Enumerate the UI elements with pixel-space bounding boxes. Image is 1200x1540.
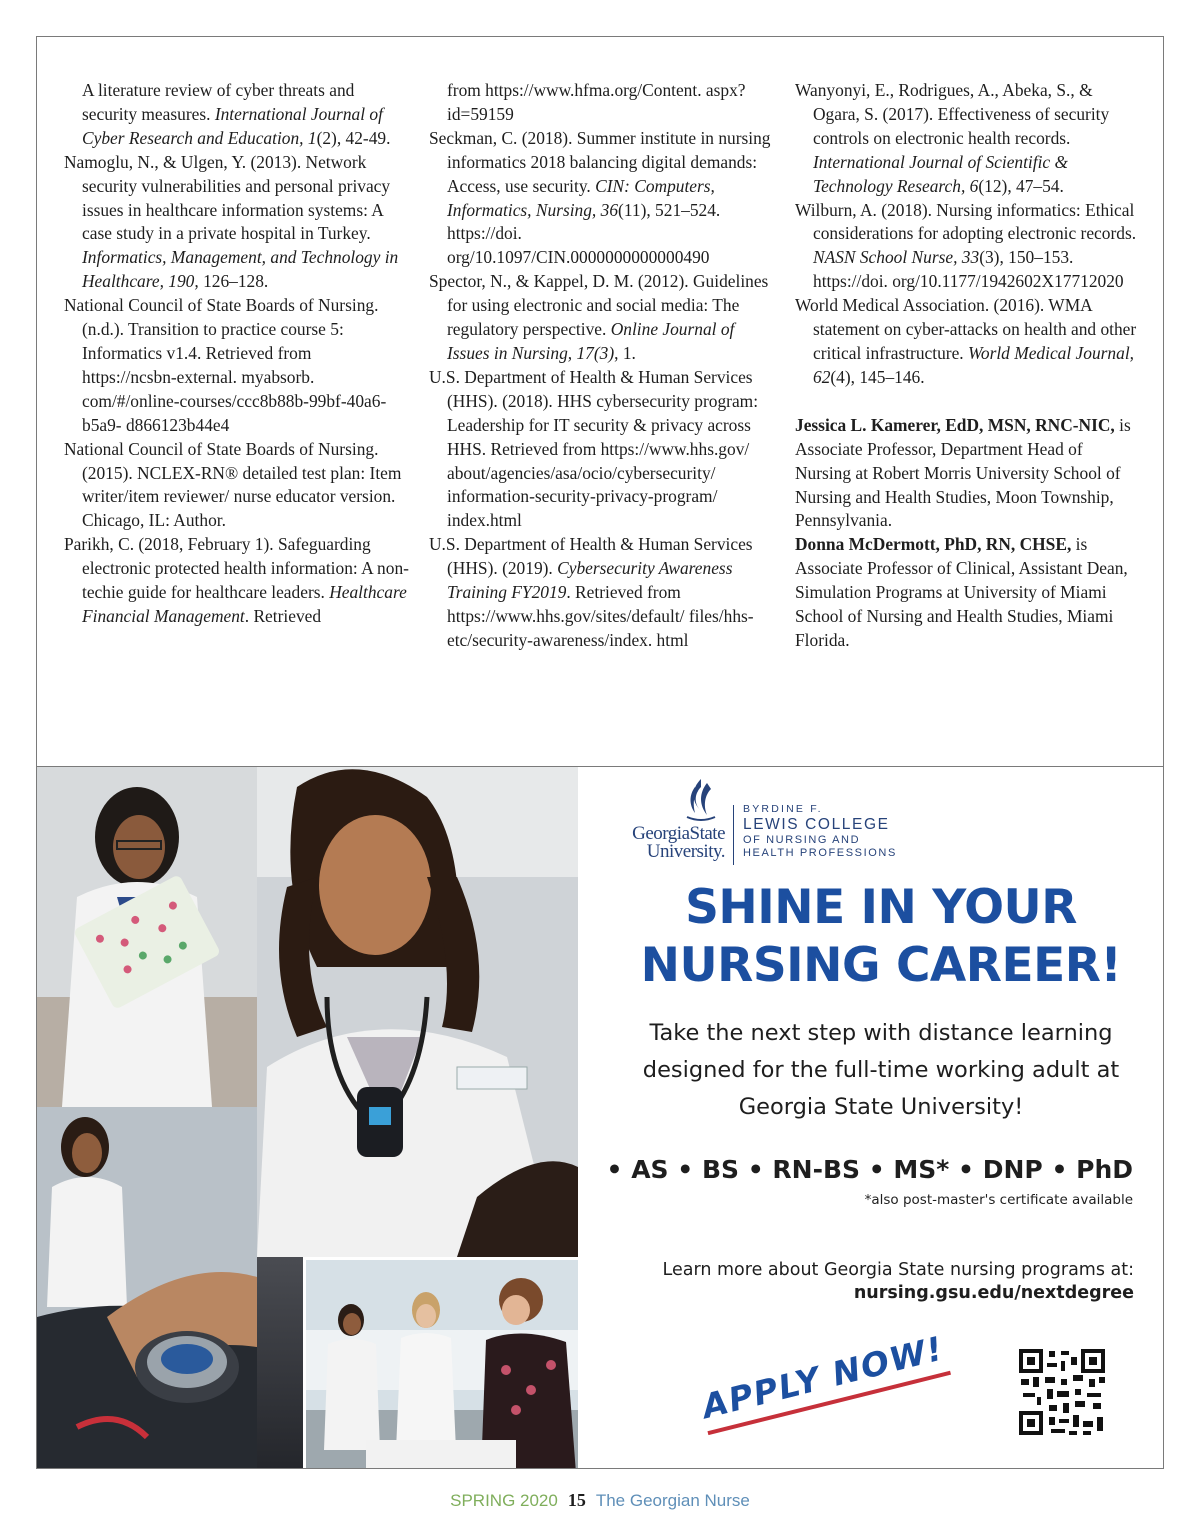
author-2-bio: is Associate Professor of Clinical, Assistant Dean, Simulation Programs at University of Miami School of Nursing and Health Studies, Miami Florida.: [795, 534, 1128, 650]
ad-headline-line2: NURSING CAREER!: [640, 938, 1122, 993]
reference-source-title: CIN: Computers, Informatics, Nursing, 36: [447, 175, 715, 220]
reference-text: U.S. Department of Health & Human Services (HHS). (2019).: [429, 534, 753, 579]
gsu-wordmark-line1: GeorgiaState: [632, 823, 725, 844]
reference-entry: [429, 127, 774, 270]
reference-entry: [64, 151, 409, 294]
references-column-3: [795, 79, 1140, 653]
photo-stethoscope-closeup: [37, 1107, 257, 1469]
reference-text: A literature review of cyber threats and security measures.: [82, 80, 355, 124]
learn-more-link[interactable]: nursing.gsu.edu/nextdegree: [853, 1283, 1134, 1303]
footer-magazine-title: The Georgian Nurse: [595, 1491, 750, 1510]
reference-text: Seckman, C. (2018). Summer institute in nursing informatics 2018 balancing digital demands: Access, use security.: [429, 127, 771, 196]
learn-more-text: Learn more about Georgia State nursing programs at:: [662, 1260, 1134, 1280]
photo-nurse-clipboard: [37, 767, 257, 1107]
photo-simulation-lab: [303, 1257, 578, 1469]
ad-headline: [597, 879, 1164, 995]
ad-subcopy-line2: designed for the full-time working adult at: [642, 1057, 1120, 1083]
reference-source-title: Cybersecurity Awareness Training FY2019: [447, 558, 733, 603]
reference-entry: [64, 79, 409, 151]
footer-issue: SPRING 2020: [450, 1491, 558, 1510]
reference-text: Parikh, C. (2018, February 1). Safeguarding electronic protected health information: A non- techie guide for healthcare leaders.: [64, 534, 409, 603]
gsu-wordmark-line2: University.: [646, 841, 725, 862]
reference-text: (4), 145–146.: [830, 366, 925, 387]
gsu-lewis-college-logo: [613, 775, 933, 865]
reference-entry: [795, 79, 1140, 199]
ad-subcopy: [607, 1015, 1155, 1126]
reference-text: , 1.: [614, 342, 636, 363]
reference-entry: [64, 438, 409, 534]
reference-entry: [429, 366, 774, 533]
reference-entry: [429, 79, 774, 127]
author-1-bio: is Associate Professor, Department Head of Nursing at Robert Morris University School of Nursing and Health Studies, Moon Township, Pennsylvania.: [795, 414, 1131, 531]
reference-entry: [429, 533, 774, 653]
reference-text: Namoglu, N., & Ulgen, Y. (2013). Network security vulnerabilities and personal privacy issues in healthcare information systems: A case study in a private hospital in Turkey.: [64, 151, 391, 244]
apply-now-text[interactable]: APPLY NOW!: [698, 1328, 948, 1427]
page-number: 15: [567, 1490, 586, 1510]
reference-source-title: International Journal of Cyber Research and Education, 1: [82, 103, 383, 148]
photo-nurse-stethoscope: [257, 767, 578, 1257]
reference-entry: [64, 533, 409, 629]
reference-text: U.S. Department of Health & Human Services (HHS). (2018). HHS cybersecurity program: Leadership for IT security & privacy across HHS. Retrieved from https://www.hhs.gov/ about/agencies/asa/ocio/cybersecurity/ information-security-privacy-program/ index.html: [429, 366, 759, 531]
reference-text: Spector, N., & Kappel, D. M. (2012). Guidelines for using electronic and social media: The regulatory perspective.: [429, 271, 769, 340]
nurse-clipboard-illustration: [37, 767, 257, 1107]
reference-text: (12), 47–54.: [978, 175, 1064, 196]
references-column-3-list: [795, 79, 1140, 390]
logo-divider: [733, 805, 734, 865]
ad-headline-line1: SHINE IN YOUR: [685, 880, 1077, 935]
references-column-2: [429, 79, 774, 653]
college-name-line4: HEALTH PROFESSIONS: [743, 847, 897, 859]
reference-text: National Council of State Boards of Nursing. (2015). NCLEX-RN® detailed test plan: Item writer/item reviewer/ nurse educator version. Chicago, IL: Author.: [64, 438, 402, 531]
reference-source-title: Informatics, Management, and Technology in Healthcare, 190,: [82, 247, 399, 292]
college-name-line1: BYRDINE F.: [743, 803, 823, 815]
college-name-line2: LEWIS COLLEGE: [743, 816, 890, 833]
reference-text: Wilburn, A. (2018). Nursing informatics: Ethical considerations for adopting electronic records.: [795, 199, 1137, 244]
author-bios: [795, 414, 1140, 653]
reference-text: 126–128.: [198, 271, 269, 292]
author-2-name: Donna McDermott, PhD, RN, CHSE,: [795, 534, 1072, 555]
references-section: [36, 36, 1164, 766]
gsu-wordmark: [613, 825, 725, 861]
reference-text: World Medical Association. (2016). WMA statement on cyber-attacks on health and other critical infrastructure.: [795, 295, 1137, 363]
simulation-lab-illustration: [306, 1260, 578, 1469]
ad-subcopy-line3: Georgia State University!: [738, 1094, 1024, 1120]
page-footer: [0, 1488, 1200, 1513]
reference-text: . Retrieved from https://www.hhs.gov/sites/default/ files/hhs-etc/security-awareness/index. html: [447, 582, 754, 650]
references-column-1: [64, 79, 409, 629]
reference-entry: [429, 270, 774, 366]
nurse-stethoscope-illustration: [257, 767, 578, 1257]
reference-entry: [795, 199, 1140, 295]
reference-source-title: International Journal of Scientific & Technology Research, 6: [813, 151, 1069, 196]
ad-subcopy-line1: Take the next step with distance learning: [649, 1020, 1113, 1046]
learn-more-block: [597, 1259, 1134, 1305]
reference-entry: [64, 294, 409, 437]
reference-source-title: World Medical Journal, 62: [813, 342, 1134, 387]
reference-text: (2), 42-49.: [316, 127, 391, 148]
reference-text: (3), 150–153. https://doi. org/10.1177/1942602X17712020: [813, 247, 1124, 292]
photo-patient-shirt: [257, 1257, 303, 1469]
flame-icon: [681, 777, 721, 823]
reference-entry: [795, 294, 1140, 390]
reference-text: from https://www.hfma.org/Content. aspx?id=59159: [447, 80, 746, 124]
reference-source-title: Online Journal of Issues in Nursing, 17(3): [447, 319, 735, 363]
stethoscope-closeup-illustration: [37, 1107, 257, 1469]
reference-source-title: Healthcare Financial Management: [82, 582, 407, 626]
reference-text: (11), 521–524. https://doi. org/10.1097/CIN.0000000000000490: [447, 199, 721, 268]
apply-now-callout[interactable]: [692, 1327, 966, 1469]
qr-code-icon[interactable]: [1017, 1347, 1107, 1437]
author-1-name: Jessica L. Kamerer, EdD, MSN, RNC-NIC,: [795, 414, 1115, 435]
reference-text: National Council of State Boards of Nursing. (n.d.). Transition to practice course 5: Informatics v1.4. Retrieved from https://ncsbn-external. myabsorb. com/#/online-courses/ccc8b88b-99bf-40a6-b5a9- d866123b44e4: [64, 295, 387, 435]
reference-text: Wanyonyi, E., Rodrigues, A., Abeka, S., & Ogara, S. (2017). Effectiveness of security controls on electronic health records.: [795, 80, 1110, 148]
reference-text: . Retrieved: [244, 605, 322, 626]
reference-source-title: NASN School Nurse, 33: [813, 247, 980, 268]
college-name: [743, 803, 897, 860]
degree-programs-list: • AS • BS • RN-BS • MS* • DNP • PhD: [606, 1155, 1133, 1184]
programs-footnote: *also post-master's certificate available: [864, 1192, 1133, 1208]
photo-collage: [37, 767, 578, 1469]
college-name-line3: OF NURSING AND: [743, 834, 861, 846]
gsu-nursing-advertisement: [36, 766, 1164, 1469]
